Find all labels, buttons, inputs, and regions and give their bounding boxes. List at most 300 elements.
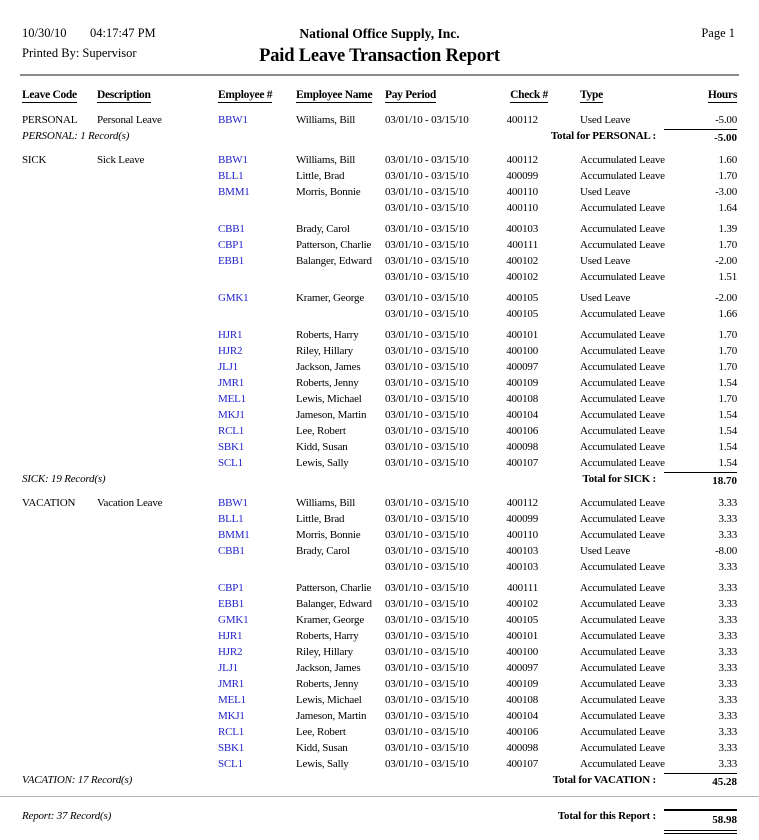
employee-name-cell: Lee, Robert	[296, 726, 346, 738]
pay-period-cell: 03/01/10 - 03/15/10	[385, 154, 469, 166]
table-row	[22, 423, 737, 439]
table-row	[22, 306, 737, 322]
description-cell	[97, 724, 218, 740]
page-number: Page 1	[701, 26, 735, 40]
pay-period-cell: 03/01/10 - 03/15/10	[385, 377, 469, 389]
employee-code-link[interactable]: BBW1	[218, 497, 248, 509]
employee-name-cell: Lewis, Michael	[296, 393, 362, 405]
description-cell	[97, 221, 218, 237]
leave-code-cell	[22, 269, 97, 285]
employee-code-link[interactable]: HJR2	[218, 345, 243, 357]
employee-name-cell: Williams, Bill	[296, 497, 356, 509]
leave-code-cell	[22, 756, 97, 772]
employee-name-cell: Roberts, Jenny	[296, 678, 359, 690]
type-cell: Accumulated Leave	[580, 361, 665, 373]
pay-period-cell: 03/01/10 - 03/15/10	[385, 425, 469, 437]
description-cell: Vacation Leave	[97, 497, 163, 509]
table-row	[22, 660, 737, 676]
table-row	[22, 221, 737, 237]
leave-code-cell	[22, 708, 97, 724]
hours-cell: 3.33	[718, 646, 737, 658]
description-cell	[97, 644, 218, 660]
hours-cell: 3.33	[718, 582, 737, 594]
employee-name-cell: Little, Brad	[296, 170, 345, 182]
description-cell	[97, 708, 218, 724]
type-cell: Accumulated Leave	[580, 561, 665, 573]
hours-cell: 1.70	[718, 393, 737, 405]
check-number-cell: 400108	[506, 393, 538, 405]
check-number-cell: 400112	[506, 154, 538, 166]
hours-cell: 3.33	[718, 497, 737, 509]
leave-code-cell	[22, 692, 97, 708]
pay-period-cell: 03/01/10 - 03/15/10	[385, 614, 469, 626]
employee-code-link[interactable]: JMR1	[218, 678, 245, 690]
type-cell: Used Leave	[580, 114, 631, 126]
printed-by: Printed By: Supervisor	[22, 46, 137, 60]
description-cell	[97, 253, 218, 269]
description-cell	[97, 527, 218, 543]
col-header-hours: Hours	[707, 89, 737, 101]
leave-code-cell: VACATION	[22, 497, 76, 509]
employee-name-cell: Lewis, Sally	[296, 457, 349, 469]
check-number-cell: 400097	[506, 361, 538, 373]
employee-code-link[interactable]: MEL1	[218, 393, 246, 405]
print-date: 10/30/10	[22, 26, 67, 40]
check-number-cell: 400109	[506, 377, 538, 389]
check-number-cell: 400101	[506, 329, 538, 341]
section-total-value: -5.00	[664, 129, 737, 146]
table-row	[22, 708, 737, 724]
table-row	[22, 628, 737, 644]
check-number-cell: 400100	[506, 345, 538, 357]
col-header-check-number: Check #	[510, 89, 548, 101]
hours-cell: -2.00	[715, 255, 737, 267]
type-cell: Accumulated Leave	[580, 513, 665, 525]
leave-code-cell	[22, 423, 97, 439]
table-row	[22, 527, 737, 543]
description-cell	[97, 612, 218, 628]
leave-section	[0, 112, 759, 146]
leave-code-cell	[22, 184, 97, 200]
pay-period-cell: 03/01/10 - 03/15/10	[385, 308, 469, 320]
leave-section	[0, 152, 759, 489]
description-cell	[97, 290, 218, 306]
table-row	[22, 439, 737, 455]
employee-name-cell: Roberts, Harry	[296, 630, 359, 642]
leave-code-cell	[22, 596, 97, 612]
type-cell: Accumulated Leave	[580, 154, 665, 166]
description-cell	[97, 237, 218, 253]
type-cell: Accumulated Leave	[580, 202, 665, 214]
description-cell	[97, 391, 218, 407]
employee-code-link[interactable]: GMK1	[218, 292, 249, 304]
table-row	[22, 692, 737, 708]
leave-code-cell	[22, 543, 97, 559]
hours-cell: 3.33	[718, 662, 737, 674]
employee-code-link[interactable]: MKJ1	[218, 710, 245, 722]
table-row	[22, 724, 737, 740]
description-cell	[97, 327, 218, 343]
report-total-row	[22, 809, 737, 826]
check-number-cell: 400106	[506, 425, 538, 437]
employee-code-link[interactable]: SBK1	[218, 742, 245, 754]
pay-period-cell: 03/01/10 - 03/15/10	[385, 497, 469, 509]
type-cell: Accumulated Leave	[580, 425, 665, 437]
table-row	[22, 184, 737, 200]
description-cell	[97, 692, 218, 708]
col-header-leave-code: Leave Code	[22, 89, 77, 101]
leave-code-cell	[22, 253, 97, 269]
employee-code-link[interactable]: MEL1	[218, 694, 246, 706]
description-cell	[97, 343, 218, 359]
check-number-cell: 400098	[506, 441, 538, 453]
check-number-cell: 400102	[506, 598, 538, 610]
hours-cell: 1.54	[718, 441, 737, 453]
check-number-cell: 400103	[506, 223, 538, 235]
pay-period-cell: 03/01/10 - 03/15/10	[385, 170, 469, 182]
hours-cell: -5.00	[715, 114, 737, 126]
check-number-cell: 400104	[506, 409, 538, 421]
hours-cell: 3.33	[718, 561, 737, 573]
type-cell: Used Leave	[580, 545, 631, 557]
type-cell: Accumulated Leave	[580, 678, 665, 690]
report-title: Paid Leave Transaction Report	[259, 46, 500, 66]
leave-code-cell: PERSONAL	[22, 114, 78, 126]
leave-code-cell	[22, 375, 97, 391]
employee-code-link	[218, 559, 296, 575]
employee-code-link[interactable]: BBW1	[218, 114, 248, 126]
table-row	[22, 596, 737, 612]
pay-period-cell: 03/01/10 - 03/15/10	[385, 598, 469, 610]
type-cell: Accumulated Leave	[580, 271, 665, 283]
check-number-cell: 400108	[506, 694, 538, 706]
section-total-row	[22, 773, 737, 790]
employee-code-link[interactable]: JLJ1	[218, 662, 238, 674]
pay-period-cell: 03/01/10 - 03/15/10	[385, 561, 469, 573]
type-cell: Accumulated Leave	[580, 694, 665, 706]
employee-code-link[interactable]: BLL1	[218, 170, 244, 182]
employee-name-cell: Jameson, Martin	[296, 710, 367, 722]
employee-name-cell: Patterson, Charlie	[296, 239, 372, 251]
pay-period-cell: 03/01/10 - 03/15/10	[385, 710, 469, 722]
employee-name-cell: Riley, Hillary	[296, 646, 353, 658]
pay-period-cell: 03/01/10 - 03/15/10	[385, 292, 469, 304]
check-number-cell: 400107	[506, 758, 538, 770]
pay-period-cell: 03/01/10 - 03/15/10	[385, 114, 469, 126]
check-number-cell: 400112	[506, 114, 538, 126]
pay-period-cell: 03/01/10 - 03/15/10	[385, 457, 469, 469]
section-total-row	[22, 129, 737, 146]
employee-name-cell	[296, 306, 385, 322]
description-cell	[97, 168, 218, 184]
report-total-double-underline	[664, 830, 737, 834]
check-number-cell: 400099	[506, 513, 538, 525]
hours-cell: 3.33	[718, 694, 737, 706]
type-cell: Accumulated Leave	[580, 308, 665, 320]
section-total-label: Total for PERSONAL :	[550, 130, 656, 142]
type-cell: Accumulated Leave	[580, 726, 665, 738]
employee-code-link[interactable]: GMK1	[218, 614, 249, 626]
pay-period-cell: 03/01/10 - 03/15/10	[385, 630, 469, 642]
pay-period-cell: 03/01/10 - 03/15/10	[385, 255, 469, 267]
section-record-count: PERSONAL: 1 Record(s)	[22, 130, 130, 142]
employee-name-cell: Jameson, Martin	[296, 409, 367, 421]
employee-code-link[interactable]: CBP1	[218, 239, 244, 251]
description-cell	[97, 200, 218, 216]
description-cell	[97, 511, 218, 527]
leave-code-cell	[22, 580, 97, 596]
leave-code-cell	[22, 660, 97, 676]
employee-code-link[interactable]: EBB1	[218, 255, 245, 267]
report-header	[0, 0, 759, 76]
leave-code-cell	[22, 290, 97, 306]
employee-code-link	[218, 269, 296, 285]
section-total-label: Total for SICK :	[582, 473, 656, 485]
table-row	[22, 676, 737, 692]
leave-code-cell	[22, 200, 97, 216]
type-cell: Accumulated Leave	[580, 662, 665, 674]
description-cell	[97, 375, 218, 391]
employee-name-cell: Riley, Hillary	[296, 345, 353, 357]
hours-cell: 1.70	[718, 239, 737, 251]
leave-code-cell	[22, 511, 97, 527]
type-cell: Accumulated Leave	[580, 329, 665, 341]
pay-period-cell: 03/01/10 - 03/15/10	[385, 742, 469, 754]
check-number-cell: 400112	[506, 497, 538, 509]
employee-code-link	[218, 200, 296, 216]
description-cell	[97, 628, 218, 644]
table-row	[22, 237, 737, 253]
leave-code-cell	[22, 628, 97, 644]
leave-code-cell	[22, 676, 97, 692]
col-header-type: Type	[580, 89, 603, 101]
hours-cell: 3.33	[718, 598, 737, 610]
employee-name-cell: Brady, Carol	[296, 545, 350, 557]
type-cell: Accumulated Leave	[580, 393, 665, 405]
hours-cell: 1.66	[718, 308, 737, 320]
check-number-cell: 400105	[506, 614, 538, 626]
table-row	[22, 253, 737, 269]
description-cell	[97, 407, 218, 423]
print-time: 04:17:47 PM	[90, 26, 156, 40]
leave-code-cell	[22, 327, 97, 343]
type-cell: Accumulated Leave	[580, 441, 665, 453]
employee-code-link[interactable]: JLJ1	[218, 361, 238, 373]
employee-code-link[interactable]: HJR1	[218, 630, 243, 642]
check-number-cell: 400101	[506, 630, 538, 642]
employee-code-link[interactable]: RCL1	[218, 425, 245, 437]
employee-code-link[interactable]: HJR2	[218, 646, 243, 658]
employee-name-cell: Roberts, Jenny	[296, 377, 359, 389]
pay-period-cell: 03/01/10 - 03/15/10	[385, 186, 469, 198]
type-cell: Accumulated Leave	[580, 630, 665, 642]
type-cell: Used Leave	[580, 186, 631, 198]
employee-name-cell: Lewis, Sally	[296, 758, 349, 770]
table-row	[22, 407, 737, 423]
employee-name-cell: Roberts, Harry	[296, 329, 359, 341]
employee-code-link[interactable]: EBB1	[218, 598, 245, 610]
table-row	[22, 559, 737, 575]
employee-name-cell: Williams, Bill	[296, 154, 356, 166]
leave-code-cell	[22, 439, 97, 455]
hours-cell: 1.54	[718, 425, 737, 437]
employee-name-cell: Morris, Bonnie	[296, 186, 361, 198]
pay-period-cell: 03/01/10 - 03/15/10	[385, 409, 469, 421]
employee-name-cell: Kidd, Susan	[296, 441, 348, 453]
table-row	[22, 290, 737, 306]
type-cell: Accumulated Leave	[580, 614, 665, 626]
employee-code-link[interactable]: MKJ1	[218, 409, 245, 421]
footer-divider	[0, 796, 759, 797]
check-number-cell: 400105	[506, 292, 538, 304]
table-row	[22, 644, 737, 660]
employee-code-link[interactable]: CBB1	[218, 223, 245, 235]
description-cell	[97, 543, 218, 559]
table-row	[22, 269, 737, 285]
hours-cell: -8.00	[715, 545, 737, 557]
employee-code-link[interactable]: BMM1	[218, 529, 250, 541]
leave-code-cell	[22, 644, 97, 660]
employee-code-link[interactable]: BLL1	[218, 513, 244, 525]
leave-code-cell	[22, 455, 97, 471]
description-cell: Sick Leave	[97, 154, 145, 166]
employee-name-cell	[296, 269, 385, 285]
report-total-value: 58.98	[664, 809, 737, 826]
description-cell	[97, 596, 218, 612]
check-number-cell: 400099	[506, 170, 538, 182]
hours-cell: 1.39	[718, 223, 737, 235]
description-cell	[97, 439, 218, 455]
employee-code-link[interactable]: HJR1	[218, 329, 243, 341]
leave-section	[0, 495, 759, 790]
table-row	[22, 112, 737, 128]
report-body	[0, 112, 759, 790]
hours-cell: 3.33	[718, 710, 737, 722]
employee-code-link[interactable]: SCL1	[218, 457, 243, 469]
column-header-row	[22, 89, 737, 106]
hours-cell: 1.54	[718, 409, 737, 421]
description-cell	[97, 660, 218, 676]
pay-period-cell: 03/01/10 - 03/15/10	[385, 202, 469, 214]
report-total-label: Total for this Report :	[557, 810, 656, 822]
type-cell: Accumulated Leave	[580, 409, 665, 421]
type-cell: Accumulated Leave	[580, 529, 665, 541]
pay-period-cell: 03/01/10 - 03/15/10	[385, 329, 469, 341]
employee-name-cell: Balanger, Edward	[296, 598, 372, 610]
type-cell: Accumulated Leave	[580, 582, 665, 594]
table-row	[22, 495, 737, 511]
description-cell	[97, 676, 218, 692]
hours-cell: 1.70	[718, 345, 737, 357]
check-number-cell: 400107	[506, 457, 538, 469]
leave-code-cell	[22, 724, 97, 740]
employee-code-link[interactable]: BBW1	[218, 154, 248, 166]
employee-code-link[interactable]: BMM1	[218, 186, 250, 198]
company-name: National Office Supply, Inc.	[299, 26, 460, 41]
table-row	[22, 580, 737, 596]
pay-period-cell: 03/01/10 - 03/15/10	[385, 694, 469, 706]
employee-name-cell: Jackson, James	[296, 361, 361, 373]
pay-period-cell: 03/01/10 - 03/15/10	[385, 223, 469, 235]
check-number-cell: 400105	[506, 308, 538, 320]
pay-period-cell: 03/01/10 - 03/15/10	[385, 545, 469, 557]
leave-code-cell	[22, 237, 97, 253]
hours-cell: 1.51	[718, 271, 737, 283]
leave-code-cell	[22, 391, 97, 407]
check-number-cell: 400111	[507, 582, 538, 594]
employee-name-cell	[296, 559, 385, 575]
leave-code-cell	[22, 407, 97, 423]
table-row	[22, 740, 737, 756]
employee-name-cell: Kramer, George	[296, 292, 365, 304]
type-cell: Accumulated Leave	[580, 377, 665, 389]
employee-code-link[interactable]: CBB1	[218, 545, 245, 557]
leave-code-cell	[22, 359, 97, 375]
description-cell	[97, 756, 218, 772]
header-divider	[20, 74, 739, 76]
pay-period-cell: 03/01/10 - 03/15/10	[385, 271, 469, 283]
pay-period-cell: 03/01/10 - 03/15/10	[385, 646, 469, 658]
hours-cell: 1.70	[718, 361, 737, 373]
table-row	[22, 359, 737, 375]
table-row	[22, 756, 737, 772]
pay-period-cell: 03/01/10 - 03/15/10	[385, 529, 469, 541]
leave-code-cell: SICK	[22, 154, 47, 166]
leave-code-cell	[22, 306, 97, 322]
pay-period-cell: 03/01/10 - 03/15/10	[385, 345, 469, 357]
employee-code-link[interactable]: SBK1	[218, 441, 245, 453]
hours-cell: 3.33	[718, 614, 737, 626]
type-cell: Accumulated Leave	[580, 457, 665, 469]
description-cell	[97, 740, 218, 756]
type-cell: Used Leave	[580, 292, 631, 304]
employee-name-cell: Lewis, Michael	[296, 694, 362, 706]
col-header-employee-number: Employee #	[218, 89, 273, 101]
employee-name-cell	[296, 200, 385, 216]
hours-cell: 3.33	[718, 630, 737, 642]
description-cell	[97, 306, 218, 322]
table-row	[22, 343, 737, 359]
pay-period-cell: 03/01/10 - 03/15/10	[385, 662, 469, 674]
table-row	[22, 168, 737, 184]
employee-code-link	[218, 306, 296, 322]
employee-name-cell: Kidd, Susan	[296, 742, 348, 754]
employee-name-cell: Kramer, George	[296, 614, 365, 626]
check-number-cell: 400111	[507, 239, 538, 251]
table-row	[22, 511, 737, 527]
table-row	[22, 612, 737, 628]
employee-name-cell: Jackson, James	[296, 662, 361, 674]
pay-period-cell: 03/01/10 - 03/15/10	[385, 441, 469, 453]
hours-cell: 1.70	[718, 170, 737, 182]
description-cell: Personal Leave	[97, 114, 162, 126]
employee-code-link[interactable]: SCL1	[218, 758, 243, 770]
type-cell: Accumulated Leave	[580, 646, 665, 658]
section-total-label: Total for VACATION :	[552, 774, 656, 786]
hours-cell: 3.33	[718, 513, 737, 525]
table-row	[22, 327, 737, 343]
employee-code-link[interactable]: JMR1	[218, 377, 245, 389]
type-cell: Accumulated Leave	[580, 345, 665, 357]
report-record-count: Report: 37 Record(s)	[22, 810, 112, 822]
hours-cell: 1.54	[718, 377, 737, 389]
employee-code-link[interactable]: RCL1	[218, 726, 245, 738]
employee-code-link[interactable]: CBP1	[218, 582, 244, 594]
employee-name-cell: Morris, Bonnie	[296, 529, 361, 541]
table-row	[22, 375, 737, 391]
check-number-cell: 400110	[506, 202, 538, 214]
hours-cell: 3.33	[718, 758, 737, 770]
